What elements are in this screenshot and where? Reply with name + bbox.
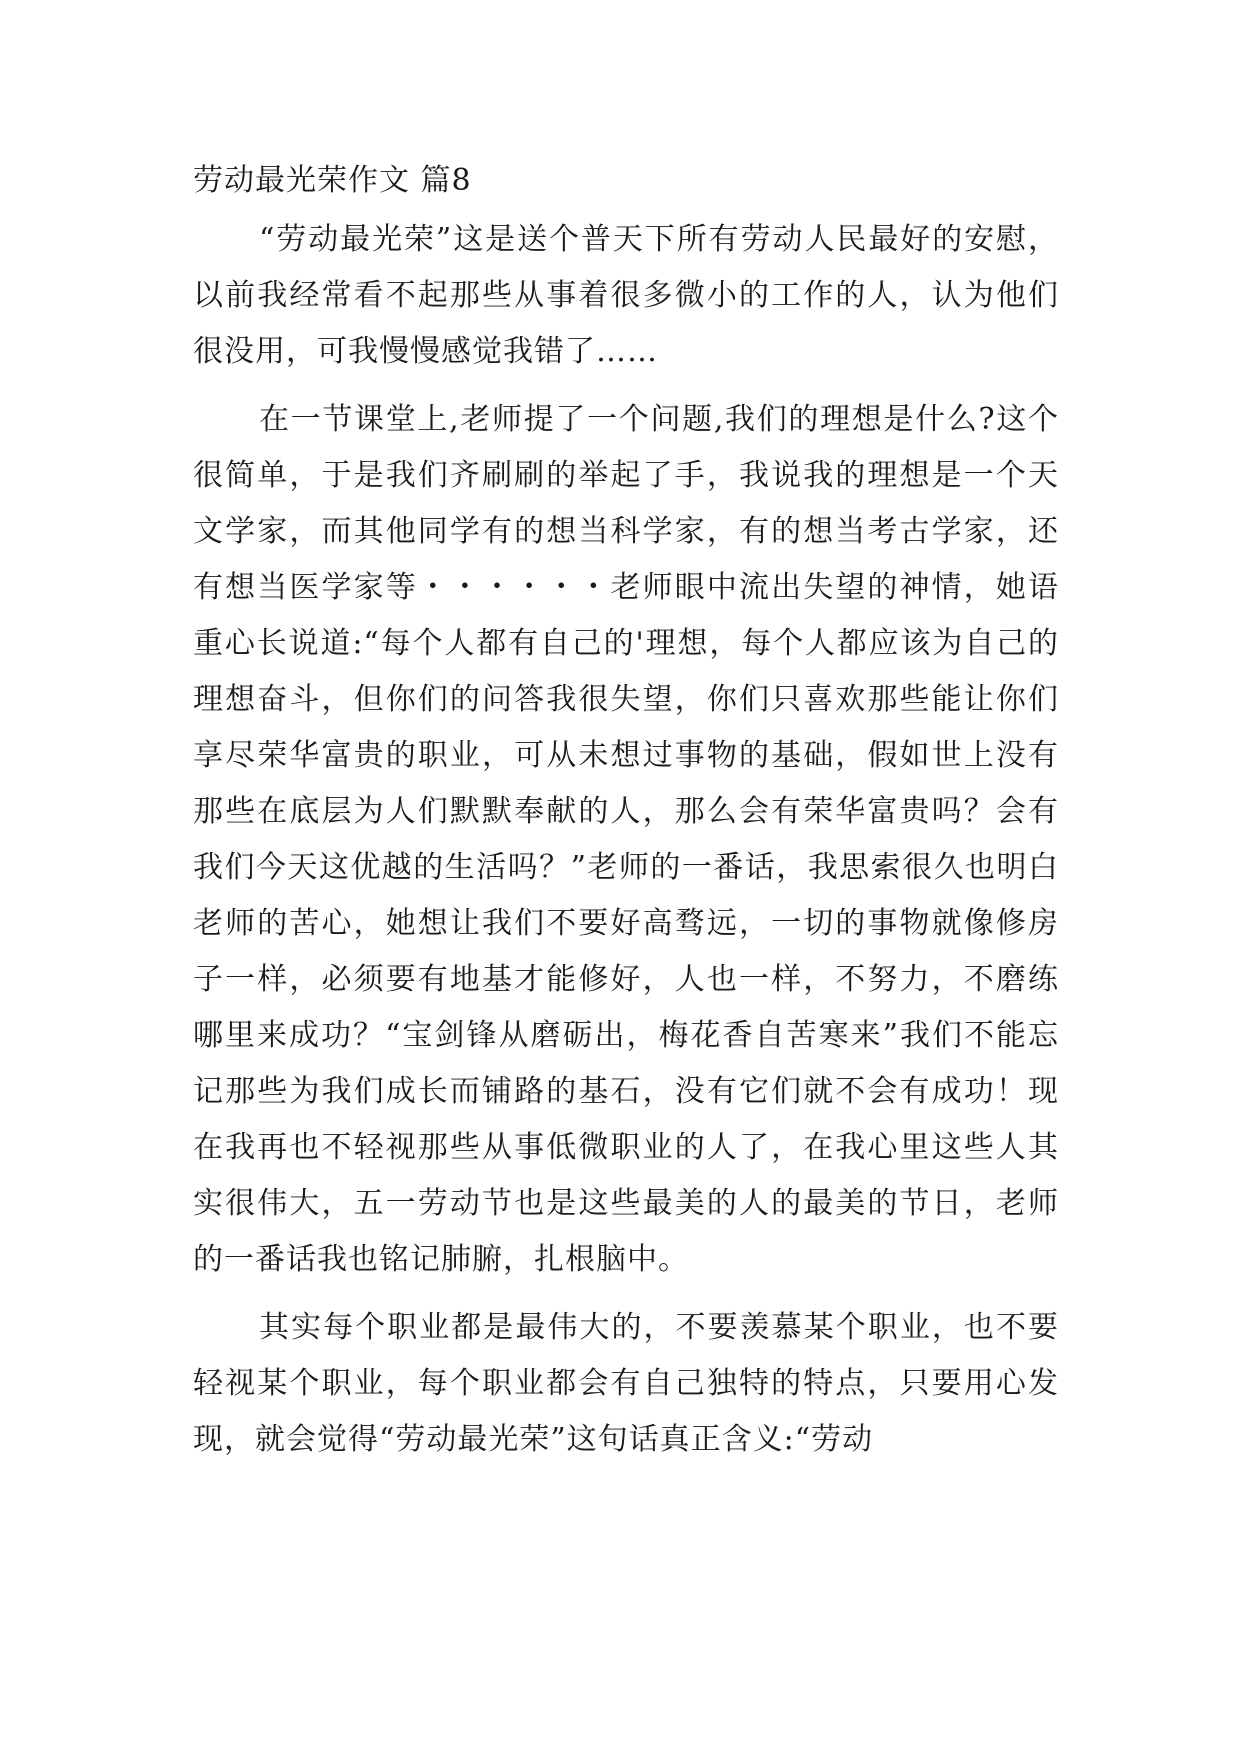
- paragraph-3: 其实每个职业都是最伟大的，不要羡慕某个职业，也不要轻视某个职业，每个职业都会有自己独特的特点，只要用心发现，就会觉得“劳动最光荣”这句话真正含义:“劳动: [193, 1310, 1059, 1457]
- paragraph-1: “劳动最光荣”这是送个普天下所有劳动人民最好的安慰，以前我经常看不起那些从事着很多微小的工作的人，认为他们很没用，可我慢慢感觉我错了……: [193, 222, 1059, 369]
- document-body: [193, 150, 1059, 1480]
- paragraph-2: 在一节课堂上,老师提了一个问题,我们的理想是什么?这个很简单，于是我们齐刷刷的举起了手，我说我的理想是一个天文学家，而其他同学有的想当科学家，有的想当考古学家，还有想当医学家等・・・・・・老师眼中流出失望的神情，她语重心长说道:“每个人都有自己的'理想，每个人都应该为自己的理想奋斗，但你们的问答我很失望，你们只喜欢那些能让你们享尽荣华富贵的职业，可从未想过事物的基础，假如世上没有那些在底层为人们默默奉献的人，那么会有荣华富贵吗？会有我们今天这优越的生活吗？”老师的一番话，我思索很久也明白老师的苦心，她想让我们不要好高骛远，一切的事物就像修房子一样，必须要有地基才能修好，人也一样，不努力，不磨练哪里来成功？“宝剑锋从磨砺出，梅花香自苦寒来”我们不能忘记那些为我们成长而铺路的基石，没有它们就不会有成功！现在我再也不轻视那些从事低微职业的人了，在我心里这些人其实很伟大，五一劳动节也是这些最美的人的最美的节日，老师的一番话我也铭记肺腑，扎根脑中。: [193, 402, 1059, 1277]
- document-title: 劳动最光荣作文 篇8: [193, 163, 472, 198]
